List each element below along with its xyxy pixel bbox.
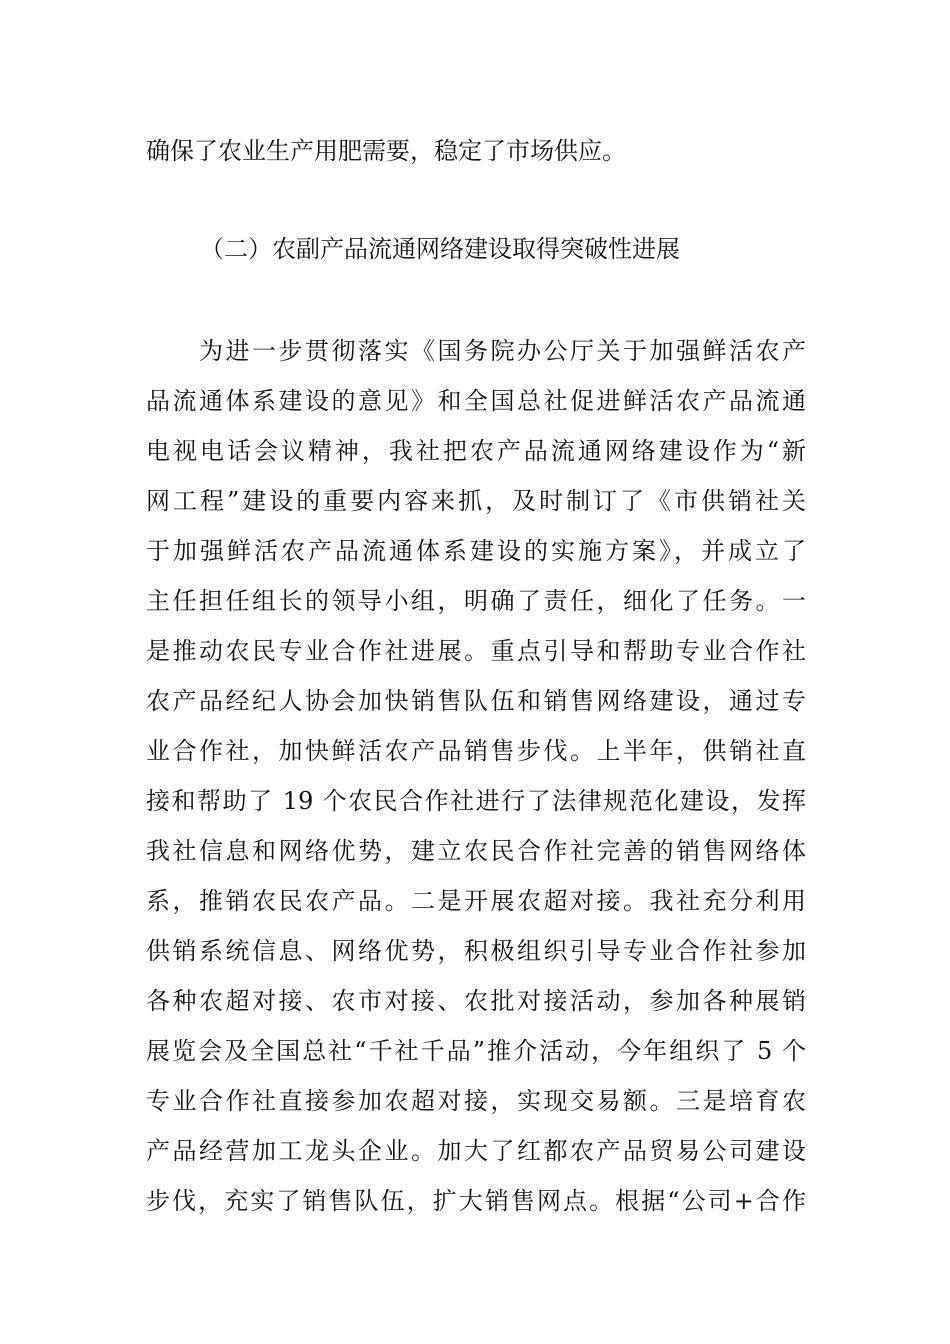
paragraph-line: 品流通体系建设的意见》和全国总社促进鲜活农产品流通 [146, 387, 806, 415]
paragraph-line: 业合作社，加快鲜活农产品销售步伐。上半年，供销社直 [146, 737, 806, 765]
section-heading: （二）农副产品流通网络建设取得突破性进展 [200, 235, 680, 263]
paragraph-line: 专业合作社直接参加农超对接，实现交易额。三是培育农 [146, 1087, 806, 1115]
paragraph-line: 农产品经纪人协会加快销售队伍和销售网络建设，通过专 [146, 687, 806, 715]
paragraph-line: 步伐，充实了销售队伍，扩大销售网点。根据“公司+合作 [146, 1187, 806, 1215]
paragraph-line: 于加强鲜活农产品流通体系建设的实施方案》，并成立了 [146, 537, 806, 565]
paragraph-line: 供销系统信息、网络优势，积极组织引导专业合作社参加 [146, 937, 806, 965]
paragraph-line: 为进一步贯彻落实《国务院办公厅关于加强鲜活农产 [146, 337, 806, 365]
paragraph-line: 系，推销农民农产品。二是开展农超对接。我社充分利用 [146, 887, 806, 915]
paragraph-line: 网工程”建设的重要内容来抓，及时制订了《市供销社关 [146, 487, 806, 515]
paragraph-line: 电视电话会议精神，我社把农产品流通网络建设作为“新 [146, 437, 806, 465]
paragraph-line: 产品经营加工龙头企业。加大了红都农产品贸易公司建设 [146, 1137, 806, 1165]
paragraph-line: 接和帮助了 19 个农民合作社进行了法律规范化建设，发挥 [146, 787, 806, 815]
intro-line: 确保了农业生产用肥需要，稳定了市场供应。 [146, 137, 626, 165]
paragraph-line: 是推动农民专业合作社进展。重点引导和帮助专业合作社 [146, 637, 806, 665]
paragraph-line: 各种农超对接、农市对接、农批对接活动，参加各种展销 [146, 987, 806, 1015]
paragraph-line: 展览会及全国总社“千社千品”推介活动，今年组织了 5 个 [146, 1037, 806, 1065]
paragraph-line: 主任担任组长的领导小组，明确了责任，细化了任务。一 [146, 587, 806, 615]
paragraph-line: 我社信息和网络优势，建立农民合作社完善的销售网络体 [146, 837, 806, 865]
